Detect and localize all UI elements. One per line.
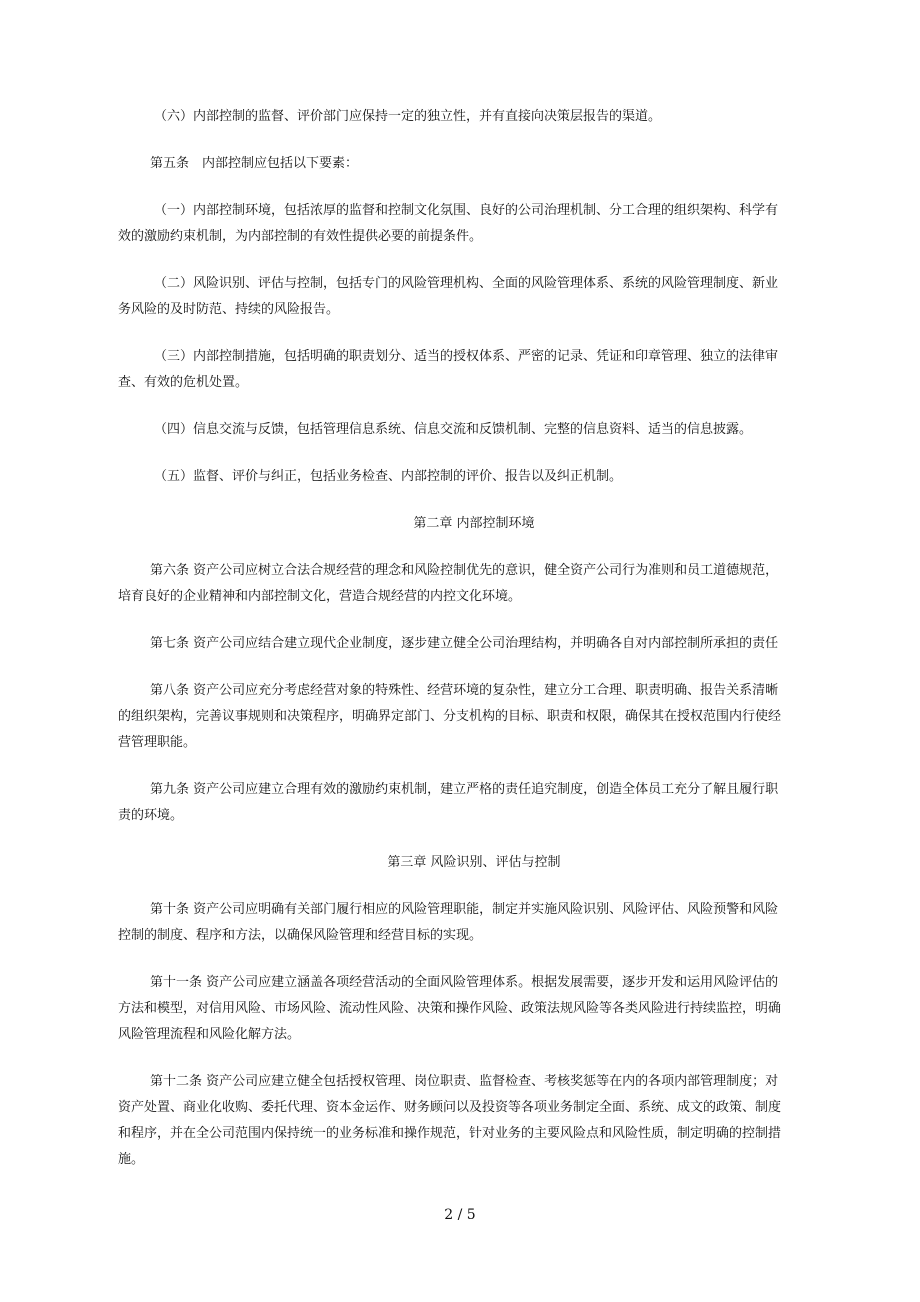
paragraph-article-10 [118, 897, 830, 949]
text-line: （五）监督、评价与纠正，包括业务检查、内部控制的评价、报告以及纠正机制。 [154, 469, 623, 484]
text-line: 控制的制度、程序和方法，以确保风险管理和经营目标的实现。 [118, 928, 483, 943]
text-line: （三）内部控制措施，包括明确的职责划分、适当的授权体系、严密的记录、凭证和印章管理、独立的法律审 [154, 349, 779, 364]
text-line: 培育良好的企业精神和内部控制文化，营造合规经营的内控文化环境。 [118, 589, 522, 604]
text-line: 方法和模型，对信用风险、市场风险、流动性风险、决策和操作风险、政策法规风险等各类风险进行持续监控，明确 [118, 1001, 782, 1016]
text-line: 第八条 资产公司应充分考虑经营对象的特殊性、经营环境的复杂性，建立分工合理、职责明确、报告关系清晰 [150, 683, 779, 698]
chapter-heading-2 [118, 511, 830, 537]
text-line: （六）内部控制的监督、评价部门应保持一定的独立性，并有直接向决策层报告的渠道。 [154, 109, 662, 124]
paragraph-article-11 [118, 970, 830, 1048]
text-line: 第十二条 资产公司应建立健全包括授权管理、岗位职责、监督检查、考核奖惩等在内的各项内部管理制度；对 [150, 1074, 779, 1089]
text-line: 营管理职能。 [118, 735, 197, 750]
chapter-heading-3 [118, 850, 830, 876]
text-line: 第六条 资产公司应树立合法合规经营的理念和风险控制优先的意识，健全资产公司行为准则和员工道德规范， [150, 563, 779, 578]
paragraph-article-9 [118, 777, 830, 829]
paragraph-item-1 [118, 198, 830, 250]
paragraph-article-8 [118, 678, 830, 756]
text-line: 第五条 内部控制应包括以下要素： [150, 156, 359, 171]
paragraph-item-4 [118, 417, 830, 443]
paragraph-article-12 [118, 1069, 830, 1173]
paragraph-item-6 [118, 104, 830, 130]
text-line: 资产处置、商业化收购、委托代理、资本金运作、财务顾问以及投资等各项业务制定全面、系统、成文的政策、制度 [118, 1100, 782, 1115]
paragraph-item-5 [118, 464, 830, 490]
paragraph-article-7 [118, 631, 830, 657]
paragraph-item-3 [118, 344, 830, 396]
chapter-title: 第三章 风险识别、评估与控制 [387, 855, 561, 870]
text-line: （四）信息交流与反馈，包括管理信息系统、信息交流和反馈机制、完整的信息资料、适当的信息披露。 [154, 422, 753, 437]
text-line: 的组织架构，完善议事规则和决策程序，明确界定部门、分支机构的目标、职责和权限，确保其在授权范围内行使经 [118, 709, 782, 724]
chapter-title: 第二章 内部控制环境 [413, 516, 535, 531]
paragraph-article-5 [118, 151, 830, 177]
text-line: 第十条 资产公司应明确有关部门履行相应的风险管理职能，制定并实施风险识别、风险评估、风险预警和风险 [150, 902, 779, 917]
text-line: 风险管理流程和风险化解方法。 [118, 1027, 301, 1042]
text-line: 和程序，并在全公司范围内保持统一的业务标准和操作规范，针对业务的主要风险点和风险性质，制定明确的控制措 [118, 1126, 782, 1141]
text-line: 务风险的及时防范、持续的风险报告。 [118, 302, 340, 317]
paragraph-article-6 [118, 558, 830, 610]
text-line: 第九条 资产公司应建立合理有效的激励约束机制，建立严格的责任追究制度，创造全体员工充分了解且履行职 [150, 782, 779, 797]
text-line: 查、有效的危机处置。 [118, 375, 249, 390]
page-content [118, 104, 830, 1194]
page-number: 2 / 5 [444, 1207, 476, 1223]
text-line: 第七条 资产公司应结合建立现代企业制度，逐步建立健全公司治理结构，并明确各自对内部控制所承担的责任 [150, 636, 779, 651]
text-line: （二）风险识别、评估与控制，包括专门的风险管理机构、全面的风险管理体系、系统的风险管理制度、新业 [154, 276, 779, 291]
text-line: 责的环境。 [118, 808, 184, 823]
text-line: 效的激励约束机制，为内部控制的有效性提供必要的前提条件。 [118, 229, 483, 244]
paragraph-item-2 [118, 271, 830, 323]
text-line: 施。 [118, 1152, 145, 1167]
text-line: （一）内部控制环境，包括浓厚的监督和控制文化氛围、良好的公司治理机制、分工合理的组织架构、科学有 [154, 203, 779, 218]
text-line: 第十一条 资产公司应建立涵盖各项经营活动的全面风险管理体系。根据发展需要，逐步开发和运用风险评估的 [150, 975, 779, 990]
